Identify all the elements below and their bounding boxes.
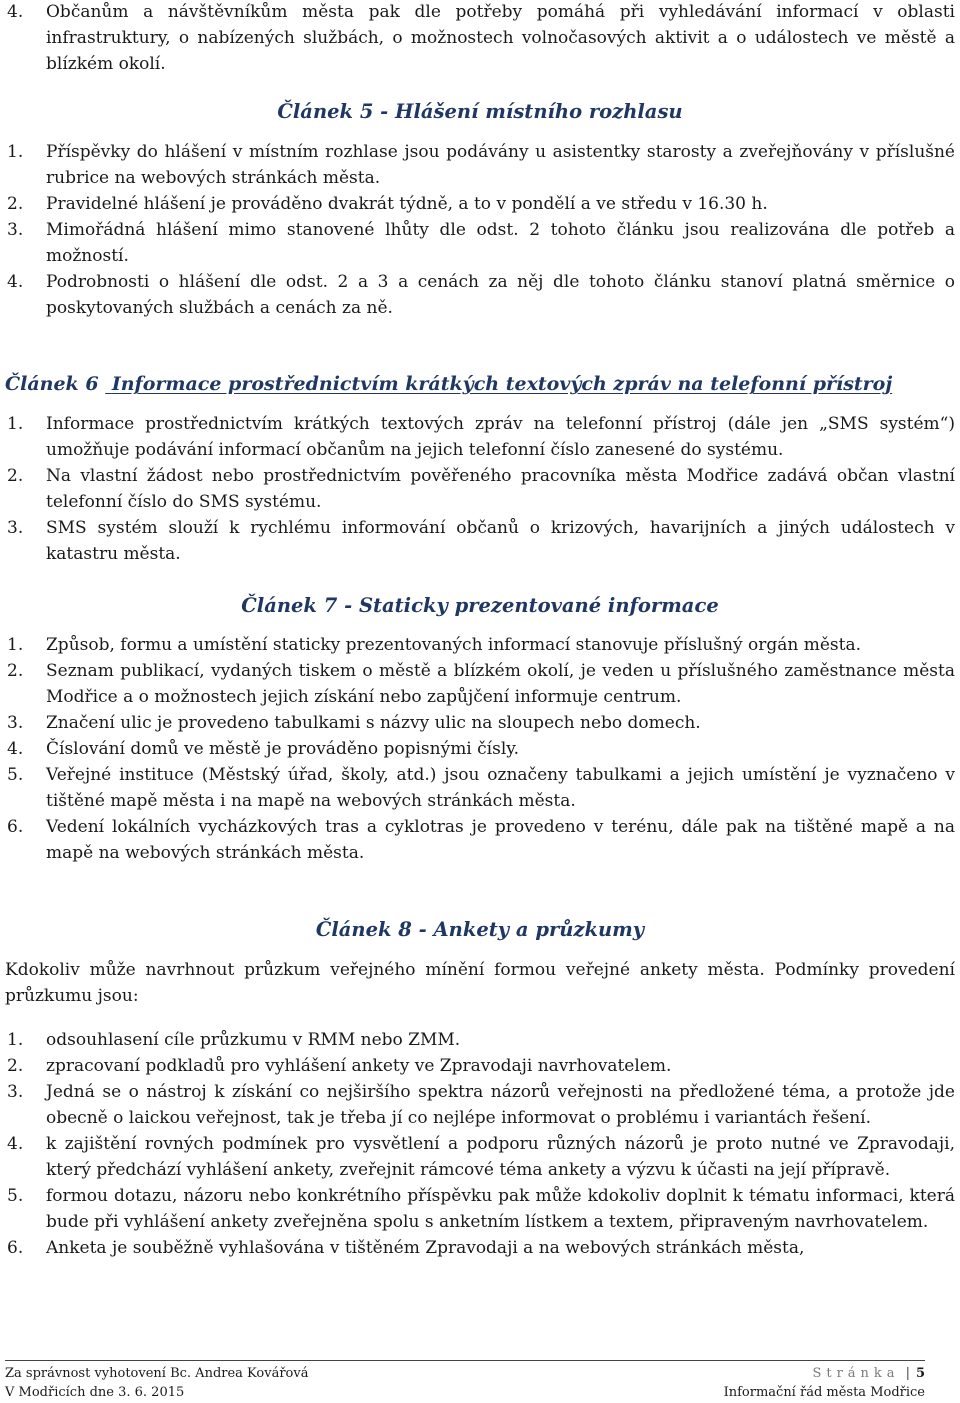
footer-author: Za správnost vyhotovení Bc. Andrea Kovářová	[5, 1366, 309, 1381]
footer-document-title: Informační řád města Modřice	[723, 1385, 925, 1400]
list-item-text: odsouhlasení cíle průzkumu v RMM nebo ZMM.	[46, 1030, 461, 1050]
article-5-list	[5, 139, 955, 321]
list-item	[5, 191, 955, 217]
list-item-number: 3.	[7, 220, 24, 240]
list-item	[5, 269, 955, 321]
list-item-number: 1.	[7, 635, 24, 655]
list-item-text: Příspěvky do hlášení v místním rozhlase jsou podávány u asistentky starosty a zveřejňovány v příslušné rubrice na webových stránkách města.	[46, 142, 955, 188]
list-item-number: 6.	[7, 817, 24, 837]
footer-separator: |	[905, 1366, 910, 1381]
list-item	[5, 632, 955, 658]
list-item	[5, 1079, 955, 1131]
list-item-text: formou dotazu, názoru nebo konkrétního příspěvku pak může kdokoliv doplnit k tématu informaci, která bude při vyhlášení ankety zveřejněna spolu s anketním lístkem a textem, připraveným navrhovatelem.	[46, 1186, 955, 1232]
list-item-text: Způsob, formu a umístění staticky prezentovaných informací stanovuje příslušný orgán města.	[46, 635, 861, 655]
list-item-number: 2.	[7, 1056, 24, 1076]
list-item-text: Vedení lokálních vycházkových tras a cyklotras je provedeno v terénu, dále pak na tištěné mapě a na mapě na webových stránkách města.	[46, 817, 955, 863]
list-item	[5, 0, 955, 77]
article-6-heading-title: Informace prostřednictvím krátkých textových zpráv na telefonní přístroj	[111, 373, 893, 395]
list-item-number: 4.	[7, 272, 24, 292]
list-item-number: 1.	[7, 414, 24, 434]
list-item	[5, 814, 955, 866]
list-item	[5, 658, 955, 710]
footer-page-indicator	[724, 1364, 925, 1383]
list-item	[5, 463, 955, 515]
list-item	[5, 736, 955, 762]
list-item-number: 4.	[7, 739, 24, 759]
list-item	[5, 762, 955, 814]
list-item-number: 1.	[7, 142, 24, 162]
list-item-text: Jedná se o nástroj k získání co nejširšího spektra názorů veřejnosti na předložené téma, a protože jde obecně o laickou veřejnost, tak je třeba jí co nejlépe informovat o problému i variantách řešení.	[46, 1082, 955, 1128]
list-item-text: Pravidelné hlášení je prováděno dvakrát týdně, a to v pondělí a ve středu v 16.30 h.	[46, 194, 768, 214]
list-item	[5, 1053, 955, 1079]
list-item-number: 4.	[7, 2, 24, 22]
list-item-number: 4.	[7, 1134, 24, 1154]
list-item-number: 5.	[7, 1186, 24, 1206]
list-item-number: 3.	[7, 713, 24, 733]
article-6-heading	[5, 370, 955, 398]
list-item-text: k zajištění rovných podmínek pro vysvětlení a podporu různých názorů je proto nutné ve Zpravodaji, který předchází vyhlášení ankety, zveřejnit rámcové téma ankety a výzvu k účasti na její přípravě.	[46, 1134, 955, 1180]
list-item	[5, 515, 955, 567]
list-item-text: Občanům a návštěvníkům města pak dle potřeby pomáhá při vyhledávání informací v oblasti infrastruktury, o nabízených službách, o možnostech volnočasových aktivit a o událostech ve městě a blízkém okolí.	[46, 2, 955, 74]
intro-list	[5, 0, 955, 77]
list-item-number: 2.	[7, 661, 24, 681]
list-item	[5, 411, 955, 463]
list-item-text: Mimořádná hlášení mimo stanovené lhůty dle odst. 2 tohoto článku jsou realizována dle potřeb a možností.	[46, 220, 955, 266]
footer-right	[724, 1364, 925, 1402]
list-item-text: Anketa je souběžně vyhlašována v tištěném Zpravodaji a na webových stránkách města,	[46, 1238, 805, 1258]
list-item-text: Seznam publikací, vydaných tiskem o městě a blízkém okolí, je veden u příslušného zaměstnance města Modřice a o možnostech jejich získání nebo zapůjčení informuje centrum.	[46, 661, 955, 707]
list-item-text: Na vlastní žádost nebo prostřednictvím pověřeného pracovníka města Modřice zadává občan vlastní telefonní číslo do SMS systému.	[46, 466, 955, 512]
article-7-list	[5, 632, 955, 866]
list-item-text: zpracovaní podkladů pro vyhlášení ankety ve Zpravodaji navrhovatelem.	[46, 1056, 672, 1076]
list-item	[5, 217, 955, 269]
footer-page-number: 5	[915, 1366, 925, 1381]
list-item-text: Značení ulic je provedeno tabulkami s názvy ulic na sloupech nebo domech.	[46, 713, 701, 733]
list-item-text: Informace prostřednictvím krátkých textových zpráv na telefonní přístroj (dále jen „SMS systém“) umožňuje podávání informací občanům na jejich telefonní číslo zanesené do systému.	[46, 414, 955, 460]
footer-page-word: Stránka	[812, 1366, 900, 1381]
article-6-list	[5, 411, 955, 567]
list-item-number: 3.	[7, 518, 24, 538]
list-item-number: 2.	[7, 194, 24, 214]
list-item-number: 6.	[7, 1238, 24, 1258]
article-5-heading: Článek 5 - Hlášení místního rozhlasu	[277, 100, 683, 123]
article-8-heading: Článek 8 - Ankety a průzkumy	[315, 918, 645, 941]
list-item-number: 5.	[7, 765, 24, 785]
list-item	[5, 710, 955, 736]
article-6-heading-prefix: Článek 6	[5, 373, 99, 395]
list-item-text: SMS systém slouží k rychlému informování občanů o krizových, havarijních a jiných událostech v katastru města.	[46, 518, 955, 564]
list-item-text: Podrobnosti o hlášení dle odst. 2 a 3 a cenách za něj dle tohoto článku stanoví platná směrnice o poskytovaných službách a cenách za ně.	[46, 272, 955, 318]
article-8-intro: Kdokoliv může navrhnout průzkum veřejného mínění formou veřejné ankety města. Podmínky provedení průzkumu jsou:	[5, 960, 955, 1006]
list-item	[5, 1235, 955, 1261]
list-item-text: Číslování domů ve městě je prováděno popisnými čísly.	[46, 739, 520, 759]
footer-divider	[5, 1360, 925, 1361]
list-item	[5, 1027, 955, 1053]
footer-left	[5, 1364, 308, 1402]
list-item	[5, 1183, 955, 1235]
article-7-heading: Článek 7 - Staticky prezentované informace	[241, 594, 719, 617]
list-item	[5, 1131, 955, 1183]
list-item-number: 3.	[7, 1082, 24, 1102]
list-item-number: 2.	[7, 466, 24, 486]
article-8-list	[5, 1027, 955, 1261]
footer-date: V Modřicích dne 3. 6. 2015	[5, 1385, 185, 1400]
list-item	[5, 139, 955, 191]
list-item-text: Veřejné instituce (Městský úřad, školy, atd.) jsou označeny tabulkami a jejich umístění je vyznačeno v tištěné mapě města i na mapě na webových stránkách města.	[46, 765, 955, 811]
list-item-number: 1.	[7, 1030, 24, 1050]
